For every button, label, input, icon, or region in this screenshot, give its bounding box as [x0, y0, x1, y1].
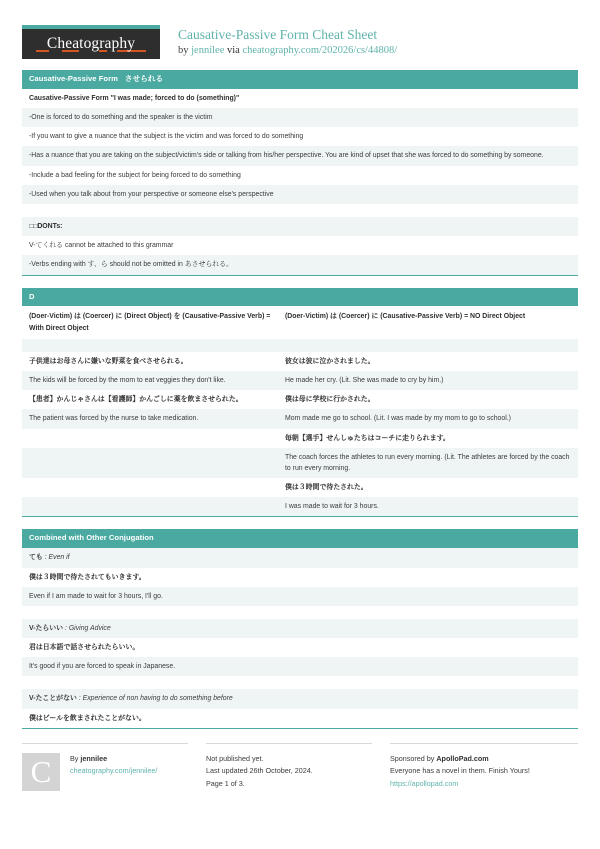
list-item: -Include a bad feeling for the subject for being forced to do something	[22, 166, 578, 185]
profile-url-link[interactable]: cheatography.com/jennilee/	[70, 766, 158, 776]
section-header	[22, 70, 578, 89]
section-title: Combined with Other Conjugation	[29, 533, 154, 543]
grammar-pattern-meaning: : Experience of non having to do something before	[76, 695, 233, 703]
list-item: 僕はビールを飲まされたことがない。	[22, 709, 578, 728]
footer-author-column	[22, 743, 188, 791]
list-item: 君は日本語で話させられたらいい。	[22, 638, 578, 657]
table-row	[22, 409, 578, 428]
list-item: Even if I am made to wait for 3 hours, I'll go.	[22, 587, 578, 606]
table-cell: The coach forces the athletes to run every morning. (Lit. The athletes are forced by the coach to run every morning.	[285, 453, 570, 472]
list-item	[22, 548, 578, 567]
section-title: Causative-Passive Form	[29, 74, 118, 83]
list-item: -Used when you talk about from your perspective or someone else's perspective	[22, 185, 578, 204]
table-header-row	[22, 306, 578, 338]
list-item: -Verbs ending with す、ら should not be omitted in あさせられる。	[22, 255, 578, 274]
cheatography-logo[interactable]	[22, 25, 160, 59]
section-title: D	[29, 291, 35, 301]
byline	[178, 45, 397, 56]
table-cell: 子供達はお母さんに嫌いな野菜を食べさせられる。	[29, 357, 188, 365]
grammar-pattern-label: V-たらいい	[29, 624, 64, 632]
table-cell	[278, 339, 578, 352]
sponsor-tagline: Everyone has a novel in them. Finish Yours!	[390, 766, 530, 776]
avatar: C	[22, 753, 60, 791]
sponsor-name: ApolloPad.com	[436, 753, 489, 763]
section-title-japanese: させられる	[124, 74, 164, 83]
table-row	[22, 448, 578, 478]
publish-status: Not published yet.	[206, 753, 264, 763]
section-d	[22, 288, 578, 518]
list-item: -If you want to give a nuance that the subject is the victim and was forced to do something	[22, 127, 578, 146]
list-item: -One is forced to do something and the speaker is the victim	[22, 108, 578, 127]
page-number: Page 1 of 3.	[206, 779, 245, 789]
section-rows	[22, 89, 578, 276]
table-cell: He made her cry. (Lit. She was made to cry by him.)	[285, 376, 444, 384]
author-link[interactable]: jennilee	[191, 44, 225, 56]
section-rows	[22, 548, 578, 729]
table-cell	[22, 339, 278, 352]
table-cell	[22, 429, 278, 448]
table-row	[22, 352, 578, 371]
list-item: It's good if you are forced to speak in Japanese.	[22, 657, 578, 676]
table-body	[22, 306, 578, 517]
section-header	[22, 529, 578, 548]
list-item: -Has a nuance that you are taking on the subject/victim's side or talking from his/her perspective. You are kind of upset that she was forced to do something by someone.	[22, 146, 578, 165]
source-url-link[interactable]: cheatography.com/202026/cs/44808/	[242, 44, 398, 56]
footer-author-name: jennilee	[80, 753, 108, 763]
table-cell: Mom made me go to school. (Lit. I was made by my mom to go to school.)	[285, 415, 511, 423]
section-causative-passive-form	[22, 70, 578, 276]
table-cell	[22, 478, 278, 497]
sponsor-url-line	[390, 778, 578, 791]
list-item	[22, 619, 578, 638]
list-item-spacer	[22, 204, 578, 217]
list-item	[22, 689, 578, 708]
list-item-spacer	[22, 676, 578, 689]
table-cell: I was made to wait for 3 hours.	[285, 503, 379, 511]
table-row	[22, 478, 578, 497]
sponsor-url-link[interactable]: https://apollopad.com	[390, 779, 459, 789]
sponsor-label: Sponsored by	[390, 753, 437, 763]
footer-publish-column	[206, 743, 372, 791]
section-combined-with-other-conjugation	[22, 529, 578, 728]
table-cell: The kids will be forced by the mom to eat veggies they don't like.	[29, 376, 226, 384]
list-item: □□DONTs:	[22, 217, 578, 236]
by-prefix: by	[178, 44, 192, 56]
table-header-cell: (Doer-Victim) は (Coercer) に (Causative-Passive Verb) = NO Direct Object	[285, 313, 526, 321]
table-header-cell: (Doer-Victim) は (Coercer) に (Direct Object) を (Causative-Passive Verb) = With Direct Object	[29, 313, 271, 332]
table-cell: 僕は３時間で待たされた。	[285, 484, 368, 492]
table-cell	[22, 448, 278, 478]
table-row	[22, 497, 578, 516]
table-cell: 毎朝【選手】せんしゅたちはコーチに走りられます。	[285, 434, 450, 442]
table-cell: The patient was forced by the nurse to take medication.	[29, 415, 199, 423]
footer-author-meta	[70, 753, 157, 791]
title-block	[178, 25, 397, 56]
table-row	[22, 429, 578, 448]
logo-wordmark: Cheatography	[46, 35, 136, 52]
grammar-pattern-label: V-たことがない	[29, 695, 77, 703]
grammar-pattern-meaning: : Even if	[42, 554, 70, 562]
table-row	[22, 339, 578, 352]
table-row	[22, 371, 578, 390]
table-cell: 彼女は彼に泣かされました。	[285, 357, 375, 365]
list-item-spacer	[22, 606, 578, 619]
list-item: Causative-Passive Form "I was made; forced to do (something)"	[22, 89, 578, 108]
section-header	[22, 288, 578, 307]
grammar-pattern-meaning: : Giving Advice	[63, 624, 111, 632]
table-row	[22, 390, 578, 409]
list-item: 僕は３時間で待たされてもいきます。	[22, 568, 578, 587]
table-cell	[22, 497, 278, 516]
sponsor-line	[390, 753, 578, 766]
page-title: Causative-Passive Form Cheat Sheet	[178, 27, 378, 42]
footer-profile-line	[70, 765, 157, 778]
footer-author-line	[70, 753, 157, 766]
footer-sponsor-column	[390, 743, 578, 791]
via-label: via	[224, 44, 243, 56]
by-label: By	[70, 753, 81, 763]
last-updated: Last updated 26th October, 2024.	[206, 766, 313, 776]
list-item: V-てくれる cannot be attached to this grammar	[22, 236, 578, 255]
table-cell: 僕は母に学校に行かされた。	[285, 396, 375, 404]
table-cell: 【患者】かんじゃさんは【看護師】かんごしに薬を飲まさせられた。	[29, 396, 243, 404]
page-header	[22, 0, 578, 58]
grammar-pattern-label: ても	[29, 554, 43, 562]
page-footer	[22, 743, 578, 791]
